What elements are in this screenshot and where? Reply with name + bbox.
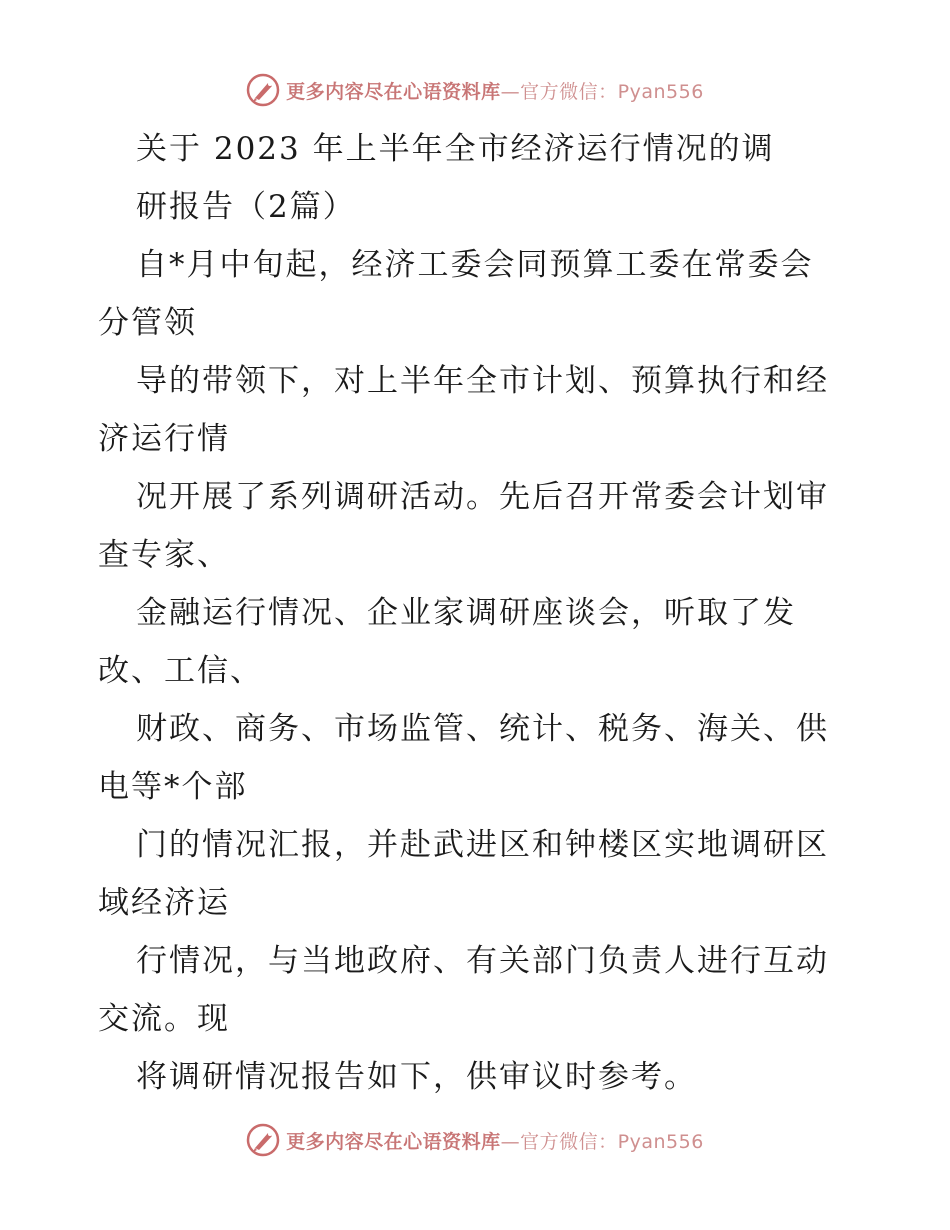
text-line: 改、工信、 bbox=[98, 653, 263, 689]
text-line: 门的情况汇报，并赴武进区和钟楼区实地调研区 bbox=[136, 827, 829, 863]
text-line: 域经济运 bbox=[98, 885, 230, 921]
text-line: 将调研情况报告如下，供审议时参考。 bbox=[136, 1059, 697, 1095]
text-line: 济运行情 bbox=[98, 421, 230, 457]
text-line: 自*月中旬起，经济工委会同预算工委在常委会 bbox=[136, 247, 814, 283]
watermark-text bbox=[286, 1127, 704, 1154]
text-line: 行情况，与当地政府、有关部门负责人进行互动 bbox=[136, 943, 829, 979]
text-line: 交流。现 bbox=[98, 1001, 230, 1037]
watermark-site: 更多内容尽在心语资料库 bbox=[286, 1130, 501, 1153]
text-line: 研报告（2篇） bbox=[136, 189, 356, 225]
watermark-contact: —官方微信：Pyan556 bbox=[500, 80, 704, 103]
quill-pen-logo-icon bbox=[246, 73, 280, 107]
watermark-contact: —官方微信：Pyan556 bbox=[500, 1130, 704, 1153]
text-line: 金融运行情况、企业家调研座谈会，听取了发 bbox=[136, 595, 796, 631]
text-line: 财政、商务、市场监管、统计、税务、海关、供 bbox=[136, 711, 829, 747]
text-line: 况开展了系列调研活动。先后召开常委会计划审 bbox=[136, 479, 829, 515]
text-line: 关于 2023 年上半年全市经济运行情况的调 bbox=[136, 131, 775, 167]
text-line: 查专家、 bbox=[98, 537, 230, 573]
document-body bbox=[98, 120, 858, 1106]
footer-watermark bbox=[0, 1120, 950, 1160]
text-line: 分管领 bbox=[98, 305, 197, 341]
watermark-text bbox=[286, 77, 704, 104]
header-watermark bbox=[0, 70, 950, 110]
watermark-site: 更多内容尽在心语资料库 bbox=[286, 80, 501, 103]
text-line: 导的带领下，对上半年全市计划、预算执行和经 bbox=[136, 363, 829, 399]
text-line: 电等*个部 bbox=[98, 769, 248, 805]
quill-pen-logo-icon bbox=[246, 1123, 280, 1157]
